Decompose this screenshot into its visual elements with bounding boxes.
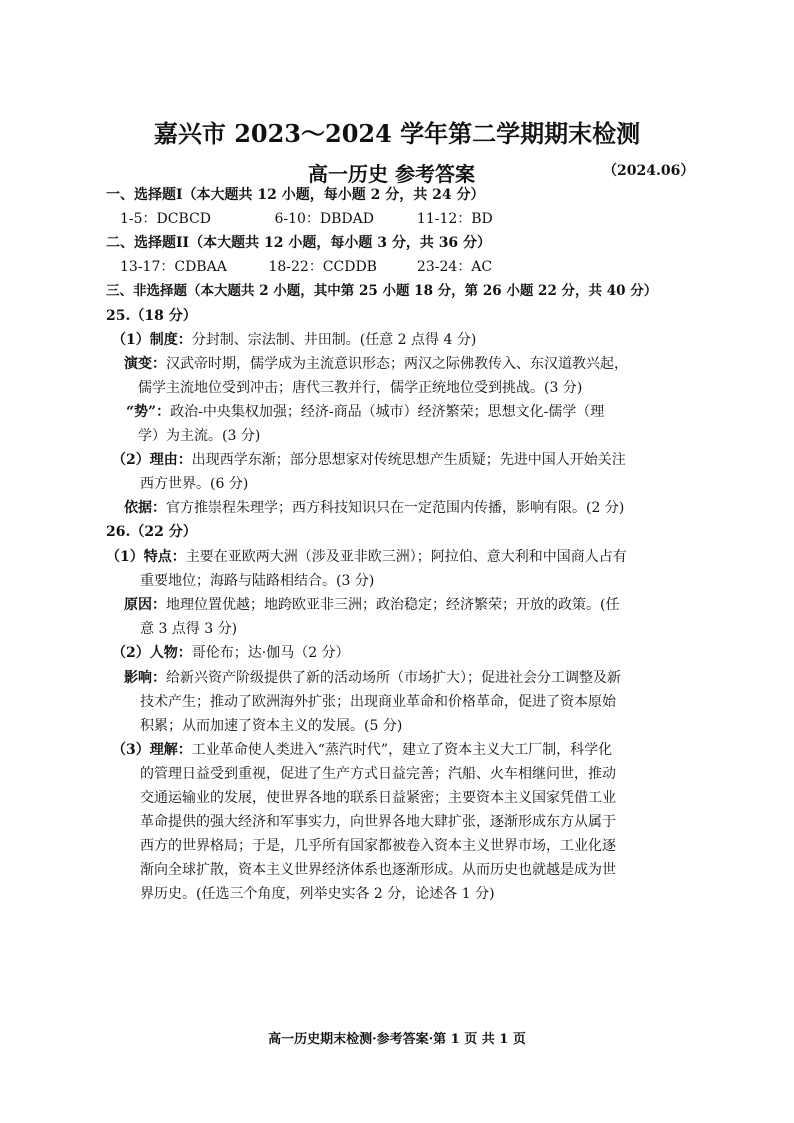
- q26-part3-understanding: [112, 738, 704, 906]
- answer-group: 1-5：DCBCD: [120, 211, 211, 227]
- answer-group: 6-10：DBDAD: [274, 211, 374, 227]
- q25-part2-line: 出现西学东渐；部分思想家对传统思想产生质疑；先进中国人开始关注: [191, 452, 626, 468]
- q25-part2-line: 西方世界。(6 分): [140, 476, 249, 492]
- q25-evolution: [124, 352, 704, 400]
- q26-causes-line: 地理位置优越；地跨欧亚非三洲；政治稳定；经济繁荣；开放的政策。(任: [166, 597, 620, 613]
- q26-causes-line: 意 3 点得 3 分): [140, 621, 238, 637]
- q26-part1-features: [106, 545, 702, 593]
- q25-part1: [112, 328, 696, 352]
- q26-heading: 26.（22 分）: [106, 524, 197, 540]
- q26-part3-line: 界历史。(任选三个角度，列举史实各 2 分，论述各 1 分): [140, 886, 495, 902]
- exam-date: （2024.06）: [603, 163, 695, 179]
- q26-part3-line: 交通运输业的发展，使世界各地的联系日益紧密；主要资本主义国家凭借工业: [140, 790, 616, 806]
- q26-part3-line: 西方的世界格局；于是，几乎所有国家都被卷入资本主义世界市场，工业化逐: [140, 838, 616, 854]
- q25-basis-label: 依据：: [124, 500, 166, 516]
- q25-part1-text: 分封制、宗法制、井田制。(任意 2 点得 4 分): [191, 332, 477, 348]
- q25-evolution-label: 演变：: [124, 356, 166, 372]
- q26-causes-label: 原因：: [124, 597, 166, 613]
- q26-part3-line: 的管理日益受到重视，促进了生产方式日益完善；汽船、火车相继问世，推动: [140, 766, 616, 782]
- page-title: 嘉兴市 2023～2024 学年第二学期期末检测: [153, 119, 641, 148]
- section1-answers: [120, 207, 704, 231]
- answer-group: 11-12：BD: [416, 211, 493, 227]
- q26-part3-label: （3）理解：: [112, 742, 192, 758]
- q26-impact-line: 给新兴资产阶级提供了新的活动场所（市场扩大）；促进社会分工调整及新: [166, 670, 621, 686]
- q26-part2-text: 哥伦布；达·伽马（2 分）: [191, 645, 350, 661]
- q26-impact: [124, 666, 704, 738]
- q25-trend-line: 学）为主流。(3 分): [138, 428, 261, 444]
- q25-heading: 25.（18 分）: [106, 308, 197, 324]
- page-subtitle: 高一历史 参考答案: [308, 162, 475, 186]
- section1-heading: 一、选择题I（本大题共 12 小题，每小题 2 分，共 24 分）: [106, 187, 485, 203]
- q25-evolution-line: 汉武帝时期，儒学成为主流意识形态；两汉之际佛教传入、东汉道教兴起，: [166, 356, 628, 372]
- q26-part1-label: （1）特点：: [106, 549, 186, 565]
- q26-part2-label: （2）人物：: [112, 645, 192, 661]
- q25-trend-line: 政治-中央集权加强；经济-商品（城市）经济繁荣；思想文化-儒学（理: [170, 404, 605, 420]
- section2-heading: 二、选择题II（本大题共 12 小题，每小题 3 分，共 36 分）: [106, 235, 492, 251]
- q26-part3-line: 工业革命使人类进入“蒸汽时代”，建立了资本主义大工厂制，科学化: [191, 742, 613, 758]
- q26-part3-line: 革命提供的强大经济和军事实力，向世界各地大肆扩张，逐渐形成东方从属于: [140, 814, 616, 830]
- q25-trend-label: “势”：: [126, 404, 171, 420]
- q26-part3-line: 渐向全球扩散，资本主义世界经济体系也逐渐形成。从而历史也就越是成为世: [140, 862, 616, 878]
- q25-basis: [124, 496, 704, 520]
- answer-group: 18-22：CCDDB: [268, 259, 377, 275]
- q25-part1-label: （1）制度：: [112, 332, 192, 348]
- q25-part2-label: （2）理由：: [112, 452, 192, 468]
- q26-part1-line: 主要在亚欧两大洲（涉及亚非欧三洲）；阿拉伯、意大利和中国商人占有: [185, 549, 627, 565]
- q25-basis-text: 官方推崇程朱理学；西方科技知识只在一定范围内传播，影响有限。(2 分): [166, 500, 625, 516]
- q25-trend: [126, 400, 706, 448]
- q26-causes: [124, 593, 704, 641]
- q26-impact-line: 积累；从而加速了资本主义的发展。(5 分): [140, 718, 403, 734]
- page-footer: 高一历史期末检测·参考答案·第 1 页 共 1 页: [268, 1032, 526, 1047]
- q26-impact-line: 技术产生；推动了欧洲海外扩张；出现商业革命和价格革命，促进了资本原始: [140, 694, 616, 710]
- section3-heading: 三、非选择题（本大题共 2 小题，其中第 25 小题 18 分，第 26 小题 22 分，共 40 分）: [106, 283, 658, 299]
- q25-evolution-line: 儒学主流地位受到冲击；唐代三教并行，儒学正统地位受到挑战。(3 分): [138, 380, 583, 396]
- answer-group: 23-24：AC: [416, 259, 493, 275]
- section2-answers: [120, 255, 704, 279]
- answer-group: 13-17：CDBAA: [120, 259, 227, 275]
- q26-part1-line: 重要地位；海路与陆路相结合。(3 分): [140, 573, 375, 589]
- q26-impact-label: 影响：: [124, 670, 166, 686]
- q25-part2-reason: [112, 448, 702, 496]
- q26-part2-figures: [112, 641, 696, 665]
